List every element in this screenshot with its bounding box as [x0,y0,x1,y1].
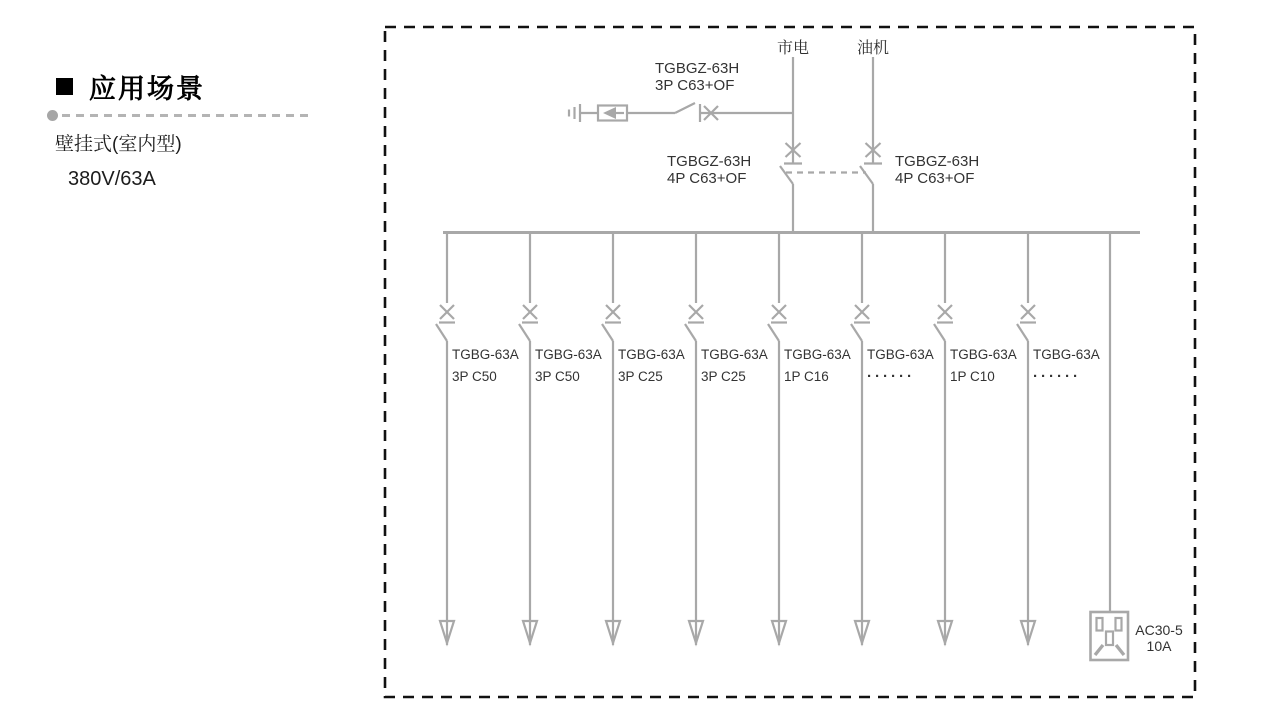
spd-branch [569,103,792,122]
branch-circuit-2 [519,233,538,645]
branch-label-7 [950,344,1017,388]
mains-source-label: 市电 [776,40,810,57]
branch-circuit-1 [436,233,455,645]
socket-branch [1091,233,1129,660]
branch-label-5 [784,344,851,388]
spd-breaker-label [655,60,739,94]
branch-model: TGBG-63A [452,347,519,362]
socket-icon [1091,612,1129,660]
mount-type-label: 壁挂式(室内型) [55,134,182,155]
branch-circuit-7 [934,233,953,645]
ats-right-model: TGBGZ-63H [895,153,980,170]
branch-model: TGBG-63A [535,347,602,362]
ground-icon [569,104,580,122]
branch-spec: 3P C25 [618,369,663,384]
branch-circuit-8 [1017,233,1036,645]
branch-circuit-4 [685,233,704,645]
branch-circuit-3 [602,233,621,645]
ats-right-label [895,153,979,187]
ats-left-model: TGBGZ-63H [667,153,752,170]
branch-model: TGBG-63A [618,347,685,362]
genset-source-label: 油机 [856,40,890,57]
socket-model: AC30-5 [1135,622,1183,638]
branch-label-6 [867,344,934,388]
branch-label-4 [701,344,768,388]
spd-icon [598,106,627,121]
section-heading-text: 应用场景 [89,74,205,104]
socket-rating: 10A [1146,638,1172,654]
mains-feed-breaker-icon [780,57,802,233]
branch-spec: ······ [867,368,915,385]
spd-breaker-model: TGBGZ-63H [655,60,740,77]
branch-label-2 [535,344,602,388]
branch-model: TGBG-63A [701,347,768,362]
branch-circuit-6 [851,233,870,645]
ats-left-spec: 4P C63+OF [667,170,747,187]
spd-breaker-spec: 3P C63+OF [655,77,735,94]
socket-label [1130,622,1188,654]
branch-model: TGBG-63A [867,347,934,362]
branch-spec: 3P C25 [701,369,746,384]
ats-left-label [667,153,751,187]
genset-feed-breaker-icon [860,57,882,233]
branch-label-3 [618,344,685,388]
ats-right-spec: 4P C63+OF [895,170,975,187]
branch-spec: 3P C50 [452,369,497,384]
branch-spec: 1P C16 [784,369,829,384]
branch-label-1 [452,344,519,388]
branch-model: TGBG-63A [784,347,851,362]
branch-spec: 3P C50 [535,369,580,384]
branch-model: TGBG-63A [950,347,1017,362]
branch-label-8 [1033,344,1100,388]
branch-spec: ······ [1033,368,1081,385]
branch-circuit-5 [768,233,787,645]
branch-spec: 1P C10 [950,369,995,384]
branch-model: TGBG-63A [1033,347,1100,362]
voltage-rating-label: 380V/63A [68,168,156,190]
